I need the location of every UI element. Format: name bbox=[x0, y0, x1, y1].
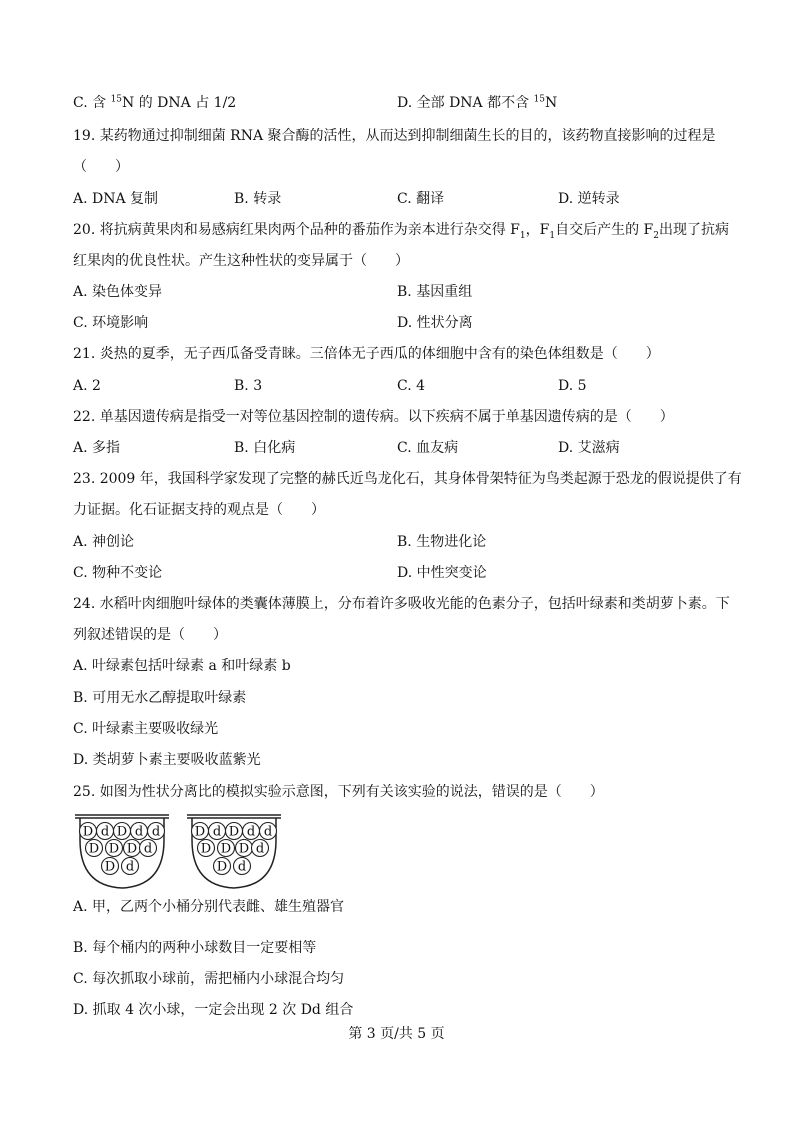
q20-stem-cont: 红果肉的优良性状。产生这种性状的变异属于（ ） bbox=[73, 253, 409, 269]
ball-label: D bbox=[200, 841, 212, 857]
q19-option-b: B. 转录 bbox=[234, 191, 282, 207]
q19-option-a: A. DNA 复制 bbox=[73, 191, 159, 207]
q19-stem: 19. 某药物通过抑制细菌 RNA 聚合酶的活性，从而达到抑制细菌生长的目的，该药物直接影响的过程是 bbox=[73, 128, 716, 144]
q25-option-c: C. 每次抓取小球前，需把桶内小球混合均匀 bbox=[73, 971, 345, 987]
q21-option-a: A. 2 bbox=[73, 378, 101, 394]
q22-option-d: D. 艾滋病 bbox=[558, 440, 620, 456]
ball-label: d bbox=[212, 824, 222, 840]
q24-stem: 24. 水稻叶肉细胞叶绿体的类囊体薄膜上，分布着许多吸收光能的色素分子，包括叶绿素和类胡萝卜素。下 bbox=[73, 596, 730, 612]
q19-stem-cont: （ ） bbox=[73, 159, 129, 175]
ball-label: D bbox=[238, 841, 250, 857]
ball-label: d bbox=[263, 824, 273, 840]
q20-option-b: B. 基因重组 bbox=[397, 284, 473, 300]
q22-stem: 22. 单基因遗传病是指受一对等位基因控制的遗传病。以下疾病不属于单基因遗传病的是（ ） bbox=[73, 409, 674, 425]
q22-option-b: B. 白化病 bbox=[234, 440, 296, 456]
ball-label: d bbox=[125, 859, 135, 875]
q23-option-d: D. 中性突变论 bbox=[397, 565, 487, 581]
q25-stem: 25. 如图为性状分离比的模拟实验示意图，下列有关该实验的说法，错误的是（ ） bbox=[73, 784, 604, 800]
q19-option-d: D. 逆转录 bbox=[558, 191, 620, 207]
ball-label: d bbox=[151, 824, 161, 840]
bucket-figure bbox=[72, 812, 284, 892]
q21-option-d: D. 5 bbox=[558, 378, 587, 394]
bucket-jia bbox=[75, 815, 169, 888]
q18-option-c: C. 含 $^{15}$N 的 DNA 占 1/2 bbox=[73, 94, 237, 111]
q24-option-d: D. 类胡萝卜素主要吸收蓝紫光 bbox=[73, 752, 261, 768]
ball-label: d bbox=[255, 841, 265, 857]
q20-option-a: A. 染色体变异 bbox=[73, 284, 163, 300]
ball-label: d bbox=[237, 859, 247, 875]
ball-label: D bbox=[194, 824, 206, 840]
q18-option-d: D. 全部 DNA 都不含 $^{15}$N bbox=[397, 94, 558, 111]
q20-option-d: D. 性状分离 bbox=[397, 315, 473, 331]
ball-label: D bbox=[88, 841, 100, 857]
ball-label: D bbox=[228, 824, 240, 840]
ball-label: D bbox=[104, 859, 116, 875]
ball-label: D bbox=[108, 841, 120, 857]
page-footer: 第 3 页/共 5 页 bbox=[348, 1026, 445, 1042]
q23-stem-cont: 力证据。化石证据支持的观点是（ ） bbox=[73, 502, 325, 518]
q25-option-d: D. 抓取 4 次小球，一定会出现 2 次 Dd 组合 bbox=[73, 1002, 354, 1018]
q23-option-c: C. 物种不变论 bbox=[73, 565, 163, 581]
q23-stem: 23. 2009 年，我国科学家发现了完整的赫氏近鸟龙化石，其身体骨架特征为鸟类起源于恐龙的假说提供了有 bbox=[73, 471, 742, 487]
ball-label: D bbox=[220, 841, 232, 857]
q24-option-c: C. 叶绿素主要吸收绿光 bbox=[73, 721, 219, 737]
q25-option-b: B. 每个桶内的两种小球数目一定要相等 bbox=[73, 940, 317, 956]
q21-stem: 21. 炎热的夏季，无子西瓜备受青睐。三倍体无子西瓜的体细胞中含有的染色体组数是（ ） bbox=[73, 346, 660, 362]
q24-stem-cont: 列叙述错误的是（ ） bbox=[73, 627, 227, 643]
ball-label: d bbox=[143, 841, 153, 857]
ball-label: d bbox=[134, 824, 144, 840]
q23-option-b: B. 生物进化论 bbox=[397, 534, 487, 550]
q24-option-a: A. 叶绿素包括叶绿素 a 和叶绿素 b bbox=[73, 658, 291, 674]
ball-label: D bbox=[82, 824, 94, 840]
q20-stem: 20. 将抗病黄果肉和易感病红果肉两个品种的番茄作为亲本进行杂交得 $F_1$，$F_1$自交后产生的 $F_2$出现了抗病 bbox=[73, 222, 729, 241]
bucket-yi bbox=[187, 815, 281, 888]
q22-option-c: C. 血友病 bbox=[397, 440, 459, 456]
ball-label: d bbox=[246, 824, 256, 840]
ball-label: D bbox=[126, 841, 138, 857]
q24-option-b: B. 可用无水乙醇提取叶绿素 bbox=[73, 690, 247, 706]
q21-option-b: B. 3 bbox=[234, 378, 263, 394]
ball-label: D bbox=[116, 824, 128, 840]
q25-option-a: A. 甲，乙两个小桶分别代表雌、雄生殖器官 bbox=[73, 899, 345, 915]
ball-label: d bbox=[100, 824, 110, 840]
q20-option-c: C. 环境影响 bbox=[73, 315, 149, 331]
q19-option-c: C. 翻译 bbox=[397, 191, 445, 207]
q23-option-a: A. 神创论 bbox=[73, 534, 135, 550]
q21-option-c: C. 4 bbox=[397, 378, 426, 394]
q22-option-a: A. 多指 bbox=[73, 440, 121, 456]
ball-label: D bbox=[216, 859, 228, 875]
